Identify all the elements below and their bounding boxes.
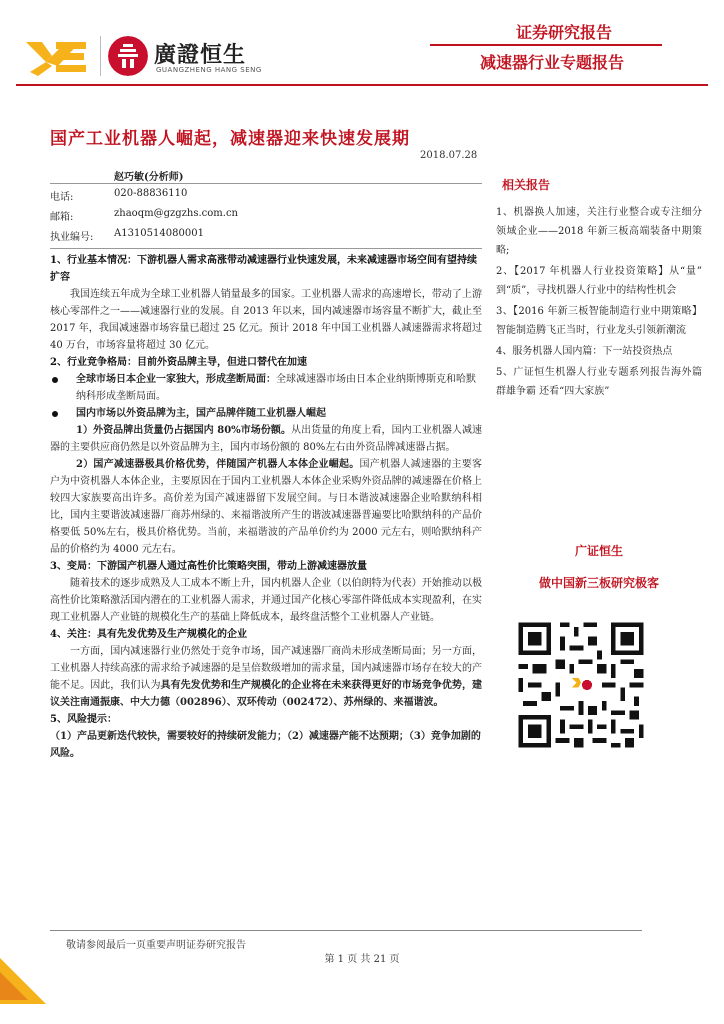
analyst-info — [50, 168, 480, 246]
bullet-item — [50, 371, 482, 405]
related-reports-title: 相关报告 — [502, 178, 551, 192]
related-report-link[interactable]: 2、【2017 年机器人行业投资策略】从“量” 到“质”，寻找机器人行业中的结构性机会 — [496, 266, 702, 296]
related-report-link[interactable]: 5、广证恒生机器人行业专题系列报告海外篇 群雄争霸 还看“四大家族” — [496, 367, 702, 397]
bullet-item — [50, 405, 482, 422]
sidebar-brand: 广证恒生 — [574, 544, 623, 558]
divider — [50, 183, 482, 184]
corner-decoration — [0, 972, 28, 1000]
sub-heading: 1）外资品牌出货量仍占据国内 80%市场份额。 — [76, 425, 292, 436]
brand-name-en: GUANGZHENG HANG SENG — [156, 66, 262, 74]
logo-ye-icon — [26, 38, 90, 76]
email-label: 邮箱: — [50, 212, 74, 223]
related-report-link[interactable]: 4、服务机器人国内篇：下一站投资热点 — [496, 346, 673, 357]
phone-value: 020-88836110 — [114, 188, 188, 199]
logo-seal-icon — [108, 36, 148, 76]
bullet-icon — [52, 411, 58, 417]
qr-code-icon[interactable] — [514, 618, 648, 752]
section-5-title: 5、风险提示： — [50, 714, 117, 725]
section-4-highlight: 具有先发优势和生产规模化的企业将在未来获得更好的市场竞争优势，建议关注南通振康、中大力德（002896）、双环传动（002472）、苏州绿的、来福谐波。 — [50, 680, 483, 708]
section-2-title: 2、行业竞争格局：目前外资品牌主导，但进口替代在加速 — [50, 357, 307, 368]
sub-paragraph — [50, 456, 482, 558]
sidebar-slogan: 做中国新三板研究极客 — [538, 576, 659, 590]
bullet-text: 全球减速器市场由日本企业纳斯博斯克和哈默纳科形成垄断局面。 — [76, 374, 476, 402]
brand-logo — [16, 30, 266, 82]
sub-text: 国产机器人减速器的主要客户为中资机器人本体企业，主要原因在于国内工业机器人本体企业采购外资品牌的减速器在价格上较四大家族要高出许多。高价差为国产减速器留下发展空间。与日本谐波减速器企业哈默纳科相比，国内主要谐波减速器厂商苏州绿的、来福谐波所产生的谐波减速器普遍要比哈默纳科的产品价格要低 50%左右，极具价格优势。当前，来福谐波的产品单价约为 2000 元左右，则哈默纳科产品的价格约为 4000 元左右。 — [50, 459, 483, 555]
brand-name-cn: 廣證恒生 — [154, 43, 247, 68]
related-reports — [496, 176, 702, 403]
footer-rule — [50, 930, 642, 931]
email-link[interactable]: zhaoqm@gzgzhs.com.cn — [114, 208, 238, 219]
page-number: 第 1 页 共 21 页 — [324, 954, 400, 965]
section-1-paragraph: 我国连续五年成为全球工业机器人销量最多的国家。工业机器人需求的高速增长，带动了上游核心零部件之一——减速器行业的发展。自 2013 年以来，国内减速器市场容量不断扩大，截止至 2017 年，我国减速器市场容量已超过 25 亿元。预计 2018 年中国工业机器人减速器需求将超过 40 万台，市场容量将超过 30 亿元。 — [50, 289, 482, 351]
section-4-text: 一方面，国内减速器行业仍然处于竞争市场，国产减速器厂商尚未形成垄断局面；另一方面，工业机器人持续高涨的需求给予减速器的是呈倍数级增加的需求量，国内减速器市场存在较大的产能不足。因此，我们认为 — [50, 646, 482, 691]
section-1-title: 1、行业基本情况：下游机器人需求高涨带动减速器行业快速发展，未来减速器市场空间有望持续扩容 — [50, 255, 477, 283]
logo-divider — [100, 36, 101, 76]
report-body — [50, 252, 482, 762]
analyst-name: 赵巧敏(分析师) — [114, 172, 184, 183]
section-4-title: 4、关注：具有先发优势及生产规模化的企业 — [50, 629, 247, 640]
header-rule-bottom — [16, 84, 708, 86]
section-4-paragraph — [50, 643, 482, 711]
related-report-link[interactable]: 3、【2016 年新三板智能制造行业中期策略】智能制造腾飞正当时，行业龙头引领新潮流 — [496, 306, 702, 336]
related-report-link[interactable]: 1、机器换人加速，关注行业整合或专注细分领域企业——2018 年新三板高端装备中期策略; — [496, 207, 702, 256]
phone-label: 电话: — [50, 192, 74, 203]
bullet-heading: 国内市场以外资品牌为主，国产品牌伴随工业机器人崛起 — [76, 408, 326, 419]
report-date: 2018.07.28 — [420, 150, 478, 161]
cert-label: 执业编号: — [50, 232, 94, 243]
report-subject: 减速器行业专题报告 — [479, 53, 624, 72]
sub-paragraph — [50, 422, 482, 456]
bullet-icon — [52, 377, 58, 383]
footer-note: 敬请参阅最后一页重要声明证券研究报告 — [66, 940, 246, 951]
section-3-title: 3、变局：下游国产机器人通过高性价比策略突围，带动上游减速器放量 — [50, 561, 367, 572]
bullet-heading: 全球市场日本企业一家独大，形成垄断局面： — [76, 374, 276, 385]
section-3-paragraph: 随着技术的逐步成熟及人工成本不断上升，国内机器人企业（以伯朗特为代表）开始推动以极高性价比策略激活国内潜在的工业机器人需求，并通过国产化核心零部件降低成本实现盈利，在实现工业机器人产业链的规模化生产的基础上降低成本，最终盘活整个工业机器人产业链。 — [50, 578, 482, 623]
cert-value: A1310514080001 — [114, 228, 204, 239]
sub-text: 从出货量的角度上看，国内工业机器人减速器的主要供应商仍然是以外资品牌为主，国内市场份额的 80%左右由外资品牌减速器占据。 — [50, 425, 483, 453]
page-title: 国产工业机器人崛起，减速器迎来快速发展期 — [50, 129, 410, 149]
sub-heading: 2）国产减速器极具价格优势，伴随国产机器人本体企业崛起。 — [76, 459, 360, 470]
header-rule-top — [430, 44, 662, 46]
report-type: 证券研究报告 — [515, 23, 612, 42]
risk-text: （1）产品更新迭代较快，需要较好的持续研发能力；（2）减速器产能不达预期；（3）竞争加剧的风险。 — [50, 731, 481, 759]
divider — [50, 248, 482, 249]
